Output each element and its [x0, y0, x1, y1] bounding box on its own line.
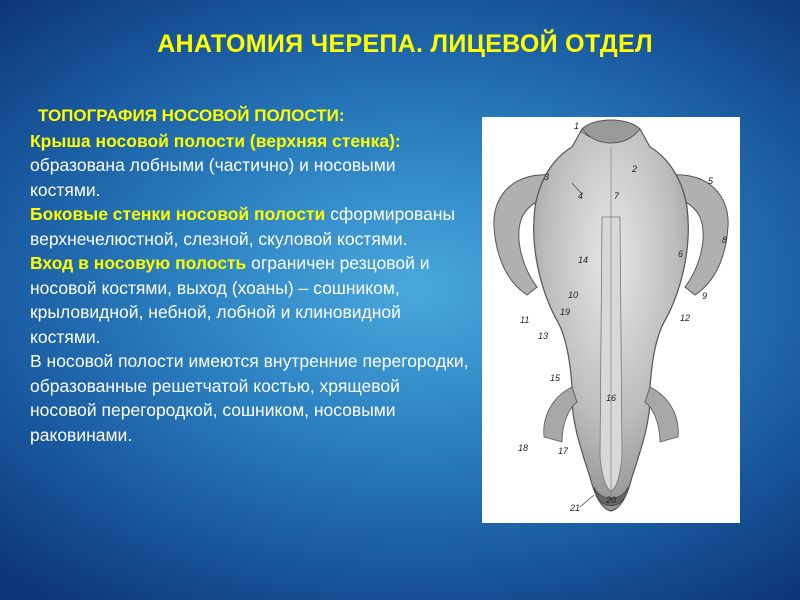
lateral-description: сформированы верхнечелюстной, слезной, скуловой костями.	[30, 204, 456, 249]
slide-title: АНАТОМИЯ ЧЕРЕПА. ЛИЦЕВОЙ ОТДЕЛ	[157, 30, 653, 58]
entrance-term: Вход в носовую полость	[30, 253, 247, 273]
roof-term: Крыша носовой полости (верхняя стенка):	[30, 130, 401, 151]
label-2: 2	[632, 164, 638, 174]
label-18: 18	[518, 443, 529, 453]
left-maxilla-process	[544, 387, 577, 442]
skull-figure	[482, 117, 740, 523]
septa-description: В носовой полости имеются внутренние перегородки, образованные решетчатой костью, хрящевой носовой перегородкой, сошником, носовыми раковинами.	[30, 351, 469, 445]
label-16: 16	[606, 393, 617, 403]
label-19: 19	[560, 307, 571, 317]
label-10: 10	[568, 290, 579, 300]
entrance-description: ограничен резцовой и носовой костями, выход (хоаны) – сошником, крыловидной, небной, лобной и клиновидной костями.	[30, 253, 430, 347]
label-12: 12	[680, 313, 691, 323]
section-subtitle: ТОПОГРАФИЯ НОСОВОЙ ПОЛОСТИ:	[38, 106, 345, 125]
label-9: 9	[702, 291, 708, 301]
label-13: 13	[538, 331, 549, 341]
label-21: 21	[570, 503, 581, 513]
label-8: 8	[722, 235, 728, 245]
label-1: 1	[574, 121, 580, 131]
label-20: 20	[606, 495, 617, 505]
label-14: 14	[578, 255, 589, 265]
label-7: 7	[614, 191, 620, 201]
label-4: 4	[578, 191, 584, 201]
right-maxilla-process	[645, 387, 678, 442]
label-5: 5	[708, 176, 714, 186]
roof-description: образована лобными (частично) и носовыми костями.	[30, 155, 396, 200]
label-11: 11	[520, 315, 530, 325]
label-15: 15	[550, 373, 561, 383]
text-block	[30, 104, 470, 447]
lateral-term: Боковые стенки носовой полости	[30, 204, 326, 224]
label-3: 3	[544, 172, 550, 182]
skull-diagram-icon	[482, 117, 740, 523]
label-6: 6	[678, 249, 684, 259]
label-17: 17	[558, 446, 569, 456]
